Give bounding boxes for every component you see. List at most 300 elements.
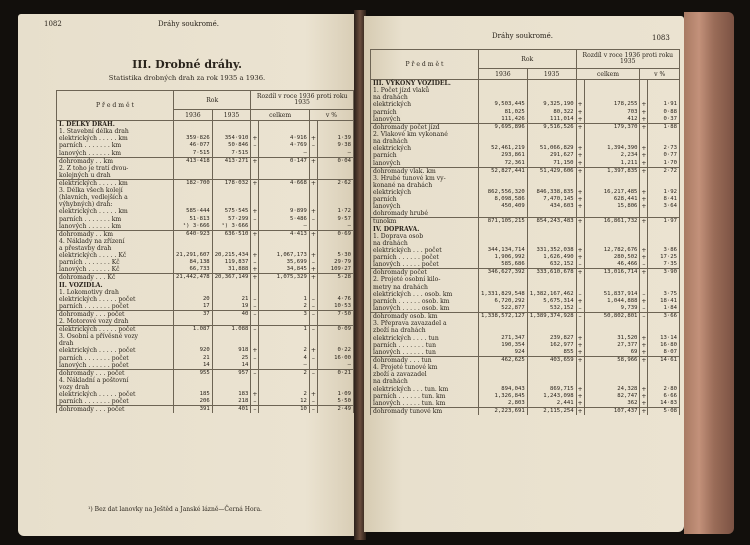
value-1935 (212, 201, 251, 208)
diff-pct: 3·66 (648, 313, 680, 321)
value-1935: 632,152 (527, 261, 576, 269)
table-row (57, 362, 354, 370)
diff-sign: + (577, 145, 583, 153)
diff-sign (251, 245, 259, 252)
row-label: elektrických (371, 145, 479, 152)
value-1936: 185 (174, 391, 213, 398)
diff-sign (251, 121, 259, 129)
value-1936: 21 (174, 355, 213, 362)
row-label: lanových . . . . . . km (57, 223, 174, 231)
table-row (371, 167, 680, 175)
value-1936 (479, 87, 528, 94)
diff-pct: 1·92 (648, 189, 680, 196)
table-row (57, 208, 354, 215)
diff-total (584, 320, 640, 327)
value-1936: 391 (174, 406, 213, 414)
pct-sign: + (641, 269, 647, 277)
pct-sign: – (309, 406, 317, 414)
table-row (371, 175, 680, 182)
diff-sign (251, 128, 259, 135)
diff-sign: – (251, 303, 259, 311)
value-1935: 1,389,374,928 (527, 313, 576, 321)
diff-total: 31,520 (584, 335, 640, 342)
header-rok: Rok (174, 91, 251, 110)
value-1936 (479, 327, 528, 334)
diff-total: 4·916 (259, 135, 310, 142)
value-1935: 1.088 (212, 326, 251, 334)
table-row (371, 160, 680, 168)
diff-total: 1,044,888 (584, 298, 640, 305)
table-row (371, 203, 680, 210)
row-label: dohromady . . . Kč (57, 274, 174, 282)
value-1936: 7·515 (174, 150, 213, 158)
row-label: elektrických . . . . . km (57, 179, 174, 187)
row-label: 4. Projeté tunové km (371, 364, 479, 371)
pct-sign (309, 150, 317, 158)
running-head-left: Dráhy soukromé. (158, 20, 219, 28)
diff-sign: + (252, 230, 258, 238)
table-row (57, 274, 354, 282)
pct-sign: + (641, 385, 647, 393)
diff-sign: + (577, 269, 583, 277)
diff-pct: 1·88 (648, 123, 680, 131)
value-1935: 50·846 (212, 142, 251, 149)
value-1935: 1,382,167,462 (527, 291, 576, 298)
diff-sign: + (252, 208, 258, 216)
value-1935 (212, 289, 251, 296)
value-1935: 854,243,483 (527, 218, 576, 226)
value-1935 (212, 384, 251, 391)
value-1935: 51,066,829 (527, 145, 576, 152)
value-1935 (212, 333, 251, 340)
row-label: zboží na drahách (371, 327, 479, 334)
row-label: dohromady tunové km (371, 407, 479, 415)
diff-pct (317, 289, 353, 296)
row-label: lanových . . . . . . km (57, 150, 174, 158)
value-1935: 20,367,149 (212, 274, 251, 282)
table-row (57, 223, 354, 231)
diff-pct: 13·14 (648, 335, 680, 342)
diff-total: 69 (584, 349, 640, 357)
right-page (364, 16, 684, 532)
diff-sign (251, 187, 259, 194)
running-head-right: Dráhy soukromé. (492, 32, 553, 40)
header-celkem-r: celkem (576, 69, 640, 80)
diff-pct: 3·86 (648, 247, 680, 254)
diff-total: 27,377 (584, 342, 640, 349)
row-label: elektrických . . . . . km (57, 135, 174, 142)
table-row (371, 189, 680, 196)
diff-sign: + (577, 188, 583, 196)
diff-sign (251, 289, 259, 296)
diff-sign: – (251, 355, 259, 362)
diff-sign (251, 318, 259, 326)
diff-pct: 7·35 (648, 261, 680, 269)
row-label: parních . . . . . . . Kč (57, 259, 174, 266)
diff-pct (648, 131, 680, 138)
row-label: elektrických . . . počet (371, 247, 479, 254)
table-row (57, 377, 354, 384)
value-1935 (212, 172, 251, 180)
value-1935: 21 (212, 296, 251, 303)
diff-pct (648, 182, 680, 189)
row-label: IV. DOPRAVA. (371, 225, 479, 232)
diff-sign: – (251, 369, 259, 377)
table-row (57, 289, 354, 296)
value-1935: 846,338,835 (527, 189, 576, 196)
table-row (371, 123, 680, 131)
table-row (371, 364, 680, 371)
diff-pct: 0·22 (317, 347, 353, 354)
pct-sign: – (309, 369, 317, 377)
pct-sign: + (641, 334, 647, 342)
table-row (371, 233, 680, 240)
diff-sign: + (577, 254, 583, 262)
value-1935 (212, 377, 251, 384)
pct-sign: – (309, 296, 317, 303)
value-1935 (527, 131, 576, 138)
diff-total: 4·769 (259, 142, 310, 149)
diff-total: 12 (259, 398, 310, 406)
diff-sign: + (252, 274, 258, 282)
table-row (371, 196, 680, 203)
diff-total (259, 201, 310, 208)
diff-sign: – (251, 259, 259, 266)
value-1935 (212, 187, 251, 194)
diff-total: 2 (259, 369, 310, 377)
pct-sign: – (309, 216, 317, 223)
row-label: dohromady . . . počet (57, 406, 174, 414)
diff-total: 1,211 (584, 160, 640, 168)
table-row (57, 165, 354, 172)
value-1936: 862,556,320 (479, 189, 528, 196)
diff-pct: 9·38 (317, 142, 353, 149)
table-row (371, 109, 680, 116)
value-1936 (479, 210, 528, 218)
value-1936: 2,223,691 (479, 407, 528, 415)
row-label: drah (57, 340, 174, 347)
table-row (371, 356, 680, 364)
diff-pct (648, 364, 680, 371)
value-1936 (479, 364, 528, 371)
header-predmet-r: P ř e d m ě t (371, 50, 479, 80)
value-1936 (174, 245, 213, 252)
diff-total (259, 333, 310, 340)
value-1936: 1,338,572,127 (479, 313, 528, 321)
value-1936: 51·813 (174, 216, 213, 223)
diff-pct: 0·04 (317, 157, 353, 165)
diff-total: 9·899 (259, 208, 310, 215)
pct-sign: + (641, 196, 647, 204)
diff-pct: 3·64 (648, 203, 680, 210)
row-label: lanových (371, 160, 479, 168)
diff-pct (648, 371, 680, 378)
pct-sign: + (641, 159, 647, 167)
value-1935 (527, 378, 576, 385)
value-1935: 1,626,490 (527, 254, 576, 261)
value-1936: 462,625 (479, 356, 528, 364)
diff-sign: + (577, 392, 583, 400)
diff-pct (648, 320, 680, 327)
diff-total (584, 276, 640, 283)
value-1935: 218 (212, 398, 251, 406)
value-1936: 111,426 (479, 116, 528, 124)
table-row (57, 340, 354, 347)
table-row (371, 276, 680, 283)
diff-pct (648, 240, 680, 247)
diff-total: 1,067,173 (259, 252, 310, 259)
diff-pct: – (317, 223, 353, 231)
table-row (57, 406, 354, 414)
table-row (371, 240, 680, 247)
value-1935: 19 (212, 303, 251, 311)
diff-sign: – (576, 291, 584, 298)
diff-total (259, 289, 310, 296)
value-1935 (212, 238, 251, 245)
table-row (57, 259, 354, 266)
value-1935: 20,215,434 (212, 252, 251, 259)
diff-sign: – (576, 305, 584, 313)
diff-pct: 7·50 (317, 311, 353, 319)
row-label: vozy drah (57, 384, 174, 391)
pct-sign (309, 384, 317, 391)
value-1936 (174, 194, 213, 201)
pct-sign (640, 327, 648, 334)
diff-sign (251, 238, 259, 245)
table-row (371, 284, 680, 291)
diff-pct: 0·77 (648, 152, 680, 159)
value-1935: 9,516,526 (527, 123, 576, 131)
diff-pct: 3·75 (648, 291, 680, 298)
pct-sign (309, 238, 317, 245)
pct-sign: + (641, 115, 647, 123)
diff-pct: 5·50 (317, 398, 353, 406)
pct-sign (309, 318, 317, 326)
row-label: dohromady osob. km (371, 313, 479, 321)
diff-sign (251, 333, 259, 340)
diff-pct (648, 138, 680, 145)
diff-sign (576, 80, 584, 88)
diff-pct: – (317, 150, 353, 158)
value-1935 (527, 320, 576, 327)
row-label: 1. Lokomotivy drah (57, 289, 174, 296)
diff-pct: 5·28 (317, 274, 353, 282)
pct-sign: – (309, 398, 317, 406)
value-1936: 293,861 (479, 152, 528, 159)
value-1936: 37 (174, 311, 213, 319)
value-1935 (212, 340, 251, 347)
table-row (57, 318, 354, 326)
table-row (57, 326, 354, 334)
table-row (57, 201, 354, 208)
value-1935 (527, 327, 576, 334)
diff-sign: + (252, 135, 258, 143)
row-label: dohromady hrubé (371, 210, 479, 218)
diff-sign: + (252, 391, 258, 399)
diff-total: 1,075,329 (259, 274, 310, 282)
table-row (371, 327, 680, 334)
table-row (371, 407, 680, 415)
diff-sign (251, 150, 259, 158)
diff-sign: – (251, 311, 259, 319)
value-1935 (212, 245, 251, 252)
diff-total: – (259, 223, 310, 231)
header-celkem: celkem (251, 110, 310, 121)
diff-total (259, 128, 310, 135)
diff-total: 35,699 (259, 259, 310, 266)
value-1936: 1.087 (174, 326, 213, 334)
value-1935: 1,243,098 (527, 393, 576, 400)
value-1935: ¹) 3·666 (212, 223, 251, 231)
value-1936 (174, 281, 213, 288)
pct-sign: + (641, 298, 647, 306)
right-table-body (371, 80, 680, 415)
row-label: elektrických . . . osob. km (371, 291, 479, 298)
header-1935-r: 1935 (527, 69, 576, 80)
pct-sign (309, 223, 317, 231)
diff-total: 9,739 (584, 305, 640, 313)
table-row (371, 342, 680, 349)
row-label: 3. Osobní a přívěsné vozy (57, 333, 174, 340)
table-row (57, 142, 354, 149)
table-row (57, 311, 354, 319)
table-row (57, 230, 354, 238)
value-1935: 7,470,145 (527, 196, 576, 203)
pct-sign: – (309, 355, 317, 362)
pct-sign (309, 121, 317, 129)
value-1935: 5,675,314 (527, 298, 576, 305)
diff-pct (317, 172, 353, 180)
diff-total (584, 175, 640, 182)
diff-total: 16,861,732 (584, 218, 640, 226)
table-row (371, 371, 680, 378)
pct-sign: – (640, 305, 648, 313)
diff-pct: 0·21 (317, 369, 353, 377)
diff-total (259, 165, 310, 172)
value-1935: 71,150 (527, 160, 576, 168)
pct-sign: + (641, 407, 647, 415)
row-label: 3. Hrubé tunové km vy- (371, 175, 479, 182)
diff-pct: 1·09 (317, 391, 353, 398)
section-row (57, 121, 354, 129)
value-1935: 575·545 (212, 208, 251, 215)
diff-total (584, 240, 640, 247)
value-1936 (174, 333, 213, 340)
row-label: lanových . . . . . tun. km (371, 400, 479, 408)
row-label: parních . . . . . . . počet (57, 398, 174, 406)
pct-sign (640, 131, 648, 138)
diff-sign: + (577, 247, 583, 255)
table-row (371, 87, 680, 94)
value-1936: 344,134,714 (479, 247, 528, 254)
pct-sign (309, 187, 317, 194)
table-row (57, 187, 354, 194)
value-1936: 46·077 (174, 142, 213, 149)
diff-pct: 16·80 (648, 342, 680, 349)
diff-pct (317, 245, 353, 252)
row-label: elektrických . . . . . počet (57, 391, 174, 398)
header-1936: 1936 (174, 110, 213, 121)
value-1935: 403,659 (527, 356, 576, 364)
row-label: na drahách (371, 240, 479, 247)
row-label: dohromady . . km (57, 157, 174, 165)
diff-total: 107,437 (584, 407, 640, 415)
diff-total: 3 (259, 311, 310, 319)
diff-total (584, 371, 640, 378)
value-1936: 66,733 (174, 266, 213, 274)
pct-sign (309, 281, 317, 288)
pct-sign: – (309, 259, 317, 266)
value-1936: 271,347 (479, 335, 528, 342)
diff-pct: 0·88 (648, 109, 680, 116)
diff-sign: – (251, 216, 259, 223)
diff-total: 13,016,714 (584, 269, 640, 277)
value-1936: 8,098,586 (479, 196, 528, 203)
diff-total (584, 327, 640, 334)
pct-sign: + (641, 152, 647, 160)
row-label: III. VÝKONY VOZIDEL. (371, 80, 479, 88)
row-label: parních . . . . . . tun. km (371, 393, 479, 400)
header-predmet: P ř e d m ě t (57, 91, 174, 121)
value-1936: 920 (174, 347, 213, 354)
pct-sign (640, 94, 648, 101)
diff-total (259, 194, 310, 201)
value-1935 (527, 94, 576, 101)
diff-sign: + (252, 347, 258, 355)
value-1936 (174, 201, 213, 208)
diff-pct (648, 327, 680, 334)
pct-sign (640, 138, 648, 145)
value-1935: 957 (212, 369, 251, 377)
diff-pct: 17·25 (648, 254, 680, 261)
diff-total: – (259, 362, 310, 370)
row-label: (hlavních, vedlejších a (57, 194, 174, 201)
pct-sign: – (640, 261, 648, 269)
value-1936 (174, 121, 213, 129)
pct-sign: + (641, 203, 647, 211)
value-1936 (174, 289, 213, 296)
pct-sign: + (310, 230, 316, 238)
diff-pct: 2·80 (648, 385, 680, 392)
pct-sign (640, 225, 648, 232)
pct-sign (640, 80, 648, 88)
pct-sign (309, 128, 317, 135)
diff-total: 51,837,914 (584, 291, 640, 298)
table-row (371, 385, 680, 392)
diff-total (584, 94, 640, 101)
pct-sign: + (310, 252, 316, 260)
diff-sign: + (252, 157, 258, 165)
pct-sign (640, 284, 648, 291)
value-1936: 9,503,445 (479, 101, 528, 108)
pct-sign: + (310, 274, 316, 282)
table-row (371, 152, 680, 159)
table-row (371, 94, 680, 101)
diff-pct: 29·79 (317, 259, 353, 266)
left-table-body (57, 121, 354, 414)
diff-sign (251, 384, 259, 391)
value-1936: 450,409 (479, 203, 528, 210)
diff-total: 10 (259, 406, 310, 414)
pct-sign: + (641, 218, 647, 226)
pct-sign: + (310, 391, 316, 399)
diff-pct: 5·30 (317, 252, 353, 259)
diff-total: 1 (259, 296, 310, 303)
row-label: 2. Z toho je tratí dvou- (57, 165, 174, 172)
row-label: 4. Nákladní a poštovní (57, 377, 174, 384)
value-1936 (174, 318, 213, 326)
pct-sign (640, 233, 648, 240)
